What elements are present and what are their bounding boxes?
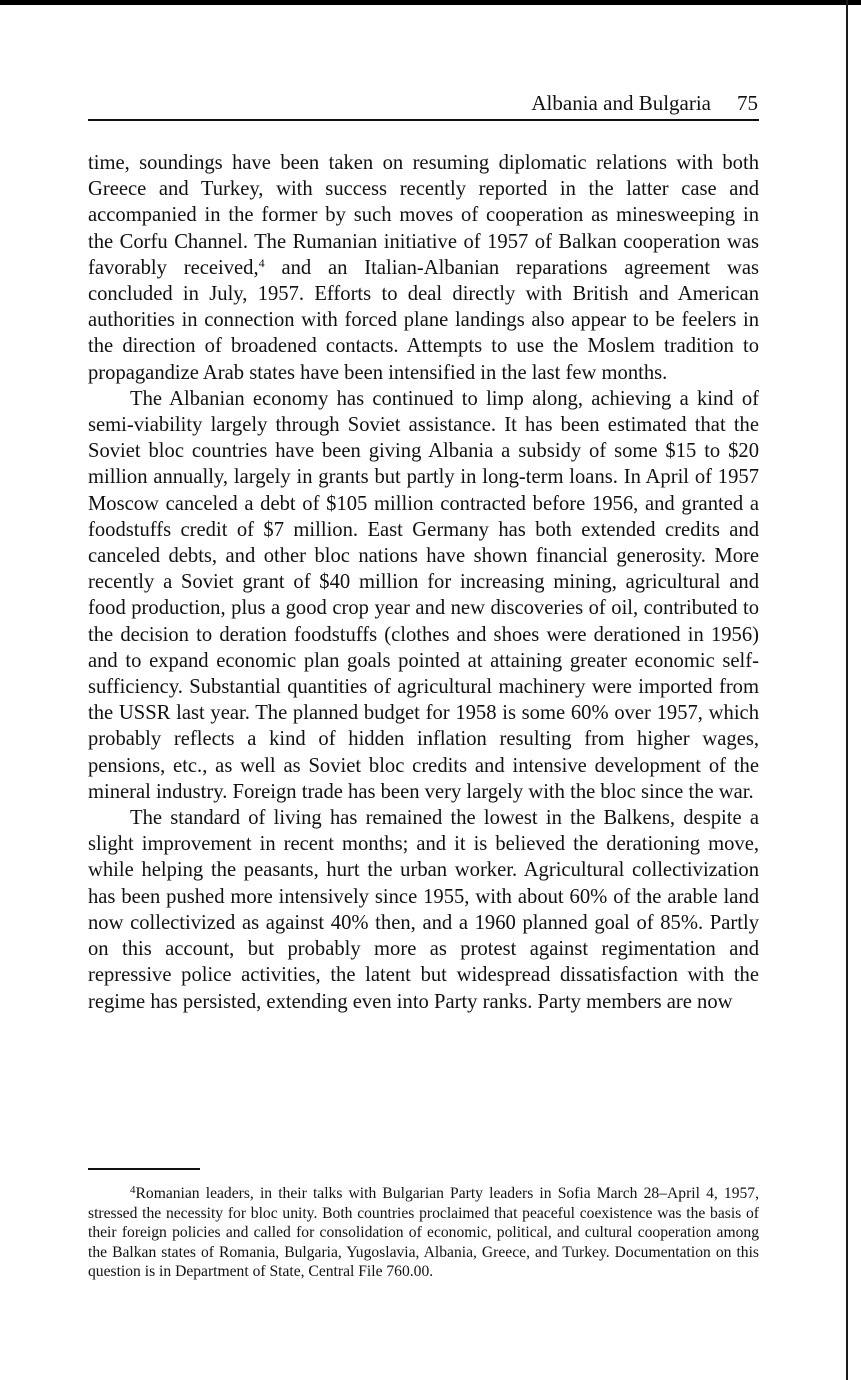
page-number: 75 — [737, 91, 758, 115]
footnote-paragraph — [88, 1184, 759, 1282]
paragraph-2: The Albanian economy has continued to limp along, achieving a kind of semi-viability largely through Soviet assistance. It has been estimated that the Soviet bloc countries have been giving Albania a subsidy of some $15 to $20 million annually, largely in grants but partly in long-term loans. In April of 1957 Moscow canceled a debt of $105 million contracted before 1956, and granted a foodstuffs credit of $7 million. East Germany has both extended credits and canceled debts, and other bloc nations have shown financial generosity. More recently a Soviet grant of $40 million for increasing mining, agricultural and food production, plus a good crop year and new discoveries of oil, contributed to the decision to deration foodstuffs (clothes and shoes were derationed in 1956) and to expand economic plan goals pointed at attaining greater economic self-sufficiency. Substantial quantities of agricultural machinery were imported from the USSR last year. The planned budget for 1958 is some 60% over 1957, which probably reflects a kind of hidden inflation resulting from higher wages, pensions, etc., as well as Soviet bloc credits and intensive development of the mineral industry. Foreign trade has been very largely with the bloc since the war. — [88, 387, 759, 803]
footnote-marker: 4 — [130, 1184, 136, 1196]
header-rule — [88, 119, 759, 121]
page-top-edge — [0, 0, 861, 5]
paragraph-3: The standard of living has remained the lowest in the Balkens, despite a slight improvement in recent months; and it is believed the derationing move, while helping the peasants, hurt the urban worker. Agricultural collectivization has been pushed more intensively since 1955, with about 60% of the arable land now collectivized as against 40% then, and a 1960 planned goal of 85%. Partly on this account, but probably more as protest against regimentation and repressive police activities, the latent but widespread dissatisfaction with the regime has persisted, extending even into Party ranks. Party members are now — [88, 807, 759, 1013]
footnote-rule — [88, 1168, 200, 1170]
footnote-text: Romanian leaders, in their talks with Bulgarian Party leaders in Sofia March 28–April 4, 1957, stressed the necessity for bloc unity. Both countries proclaimed that peaceful coexistence was the basis of their foreign policies and called for consolidation of economic, political, and cultural cooperation among the Balkan states of Romania, Bulgaria, Yugoslavia, Albania, Greece, and Turkey. Documentation on this question is in Department of State, Central File 760.00. — [88, 1185, 759, 1280]
paragraph-1-after-note: and an Italian-Albanian reparations agreement was concluded in July, 1957. Efforts to deal directly with British and American authorities in connection with forced plane landings also appear to be feelers in the direction of broadened contacts. Attempts to use the Moslem tradition to propagandize Arab states have been intensified in the last few months. — [88, 256, 759, 384]
running-head-title: Albania and Bulgaria — [531, 91, 711, 115]
paragraph-1-before-note: time, soundings have been taken on resuming diplomatic relations with both Greece and Turkey, with success recently reported in the latter case and accompanied in the former by such moves of cooperation as minesweeping in the Corfu Channel. The Rumanian initiative of 1957 of Balkan cooperation was favorably received, — [88, 152, 759, 279]
paragraph-1 — [88, 150, 759, 386]
footnote-reference[interactable]: 4 — [258, 255, 265, 270]
running-head — [88, 88, 758, 118]
page-right-edge — [846, 0, 848, 1380]
footnote — [88, 1184, 759, 1282]
body-text — [88, 150, 759, 1015]
